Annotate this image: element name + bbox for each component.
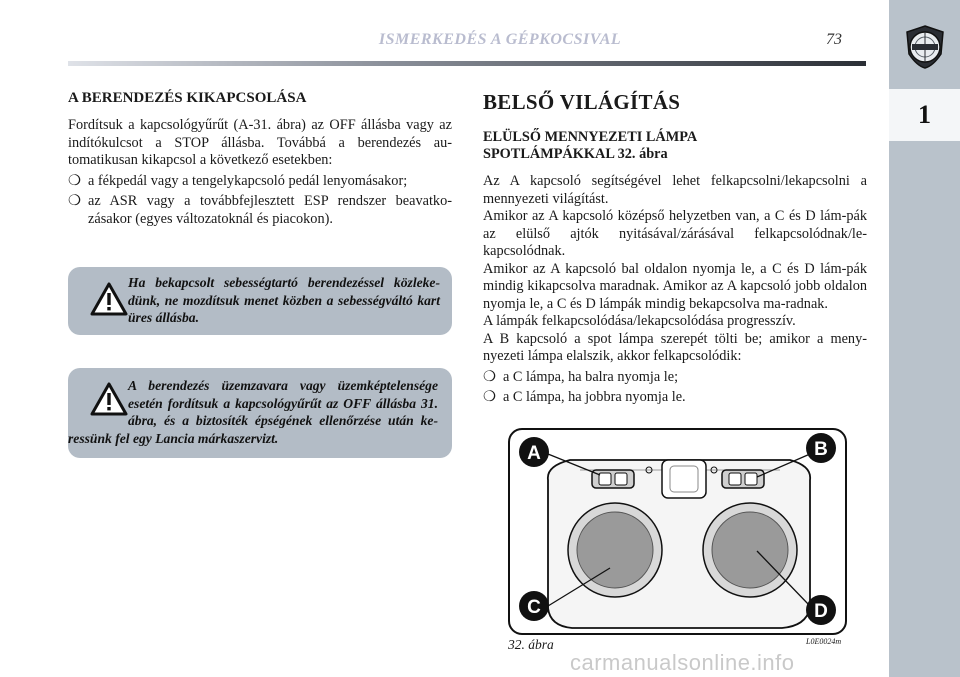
intro-paragraph: Fordítsuk a kapcsológyűrűt (A-31. ábra) az OFF állásba vagy az indítókulcsot a STOP állásba. Továbbá a berendezés au-tomatikusan kikapcsol a következő esetekben: <box>68 117 452 168</box>
list-item: ❍ az ASR vagy a továbbfejlesztett ESP rendszer beavatko-zásakor (egyes változatoknál és piacokon). <box>68 193 452 227</box>
left-bullet-list <box>68 173 452 229</box>
svg-text:D: D <box>814 601 828 622</box>
figure-caption: 32. ábra <box>508 637 554 652</box>
right-bullet-list <box>483 369 867 407</box>
running-header: ISMERKEDÉS A GÉPKOCSIVAL <box>378 31 622 48</box>
bullet-icon: ❍ <box>483 389 496 405</box>
header-rule <box>68 61 866 66</box>
ceiling-lamp-figure <box>508 428 847 635</box>
warning-box <box>68 368 452 458</box>
body-paragraph: A lámpák felkapcsolódása/lekapcsolódása progresszív. <box>483 313 796 329</box>
callout-c <box>519 591 549 621</box>
lancia-logo-icon <box>903 24 947 70</box>
body-paragraph: Amikor az A kapcsoló bal oldalon nyomja le, a C és D lám-pák mindig kikapcsolva maradnak. Amikor az A kapcsoló jobb oldalon nyomja le, a C és D lámpák mindig bekapcsolva ma-radnak. <box>483 260 867 312</box>
subsection-heading: ELÜLSŐ MENNYEZETI LÁMPA SPOTLÁMPÁKKAL 32. ábra <box>483 129 698 162</box>
body-paragraph: A B kapcsoló a spot lámpa szerepét tölti be; amikor a meny-nyezeti lámpa elalszik, akkor felkapcsolódik: <box>483 330 867 364</box>
svg-text:C: C <box>527 597 541 618</box>
bullet-icon: ❍ <box>483 368 496 385</box>
callout-a <box>519 437 549 467</box>
watermark: carmanualsonline.info <box>570 650 795 675</box>
bullet-icon: ❍ <box>68 172 81 189</box>
list-item: ❍ a C lámpa, ha jobbra nyomja le. <box>483 389 686 405</box>
figure-code: L0E0024m <box>806 637 842 646</box>
list-item: ❍ a fékpedál vagy a tengelykapcsoló pedál lenyomásakor; <box>68 172 408 189</box>
chapter-number: 1 <box>889 89 960 141</box>
warning-box <box>68 267 452 335</box>
callout-d <box>806 595 836 625</box>
page-number: 73 <box>826 31 842 48</box>
left-column <box>68 90 452 228</box>
body-paragraph: Amikor az A kapcsoló középső helyzetben van, a C és D lám-pák az elülső ajtók nyitásával/zárásával felkapcsolódnak/le-kapcsolódnak. <box>483 208 867 259</box>
svg-text:B: B <box>814 439 828 460</box>
ceiling-lamp-illustration <box>510 430 845 633</box>
section-title: BELSŐ VILÁGÍTÁS <box>483 90 681 114</box>
warning-text: A berendezés üzemzavara vagy üzemképtelensége esetén fordítsuk a kapcsológyűrűt az OFF állásba 31. ábra, és a biztosíték épségének ellenőrzése után ke-ressünk fel egy Lancia márkaszervizt. <box>68 378 438 446</box>
bullet-icon: ❍ <box>68 193 81 209</box>
warning-triangle-icon <box>90 282 128 316</box>
body-paragraph: Az A kapcsoló segítségével lehet felkapcsolni/lekapcsolni a mennyezeti világítást. <box>483 173 867 207</box>
right-column <box>483 90 867 407</box>
svg-text:A: A <box>527 443 541 464</box>
section-heading: A BERENDEZÉS KIKAPCSOLÁSA <box>68 90 307 106</box>
warning-text: Ha bekapcsolt sebességtartó berendezéssel közleke-dünk, ne mozdítsuk menet közben a sebességváltó kart üres állásba. <box>128 275 440 325</box>
callout-b <box>806 433 836 463</box>
list-item: ❍ a C lámpa, ha balra nyomja le; <box>483 368 679 385</box>
